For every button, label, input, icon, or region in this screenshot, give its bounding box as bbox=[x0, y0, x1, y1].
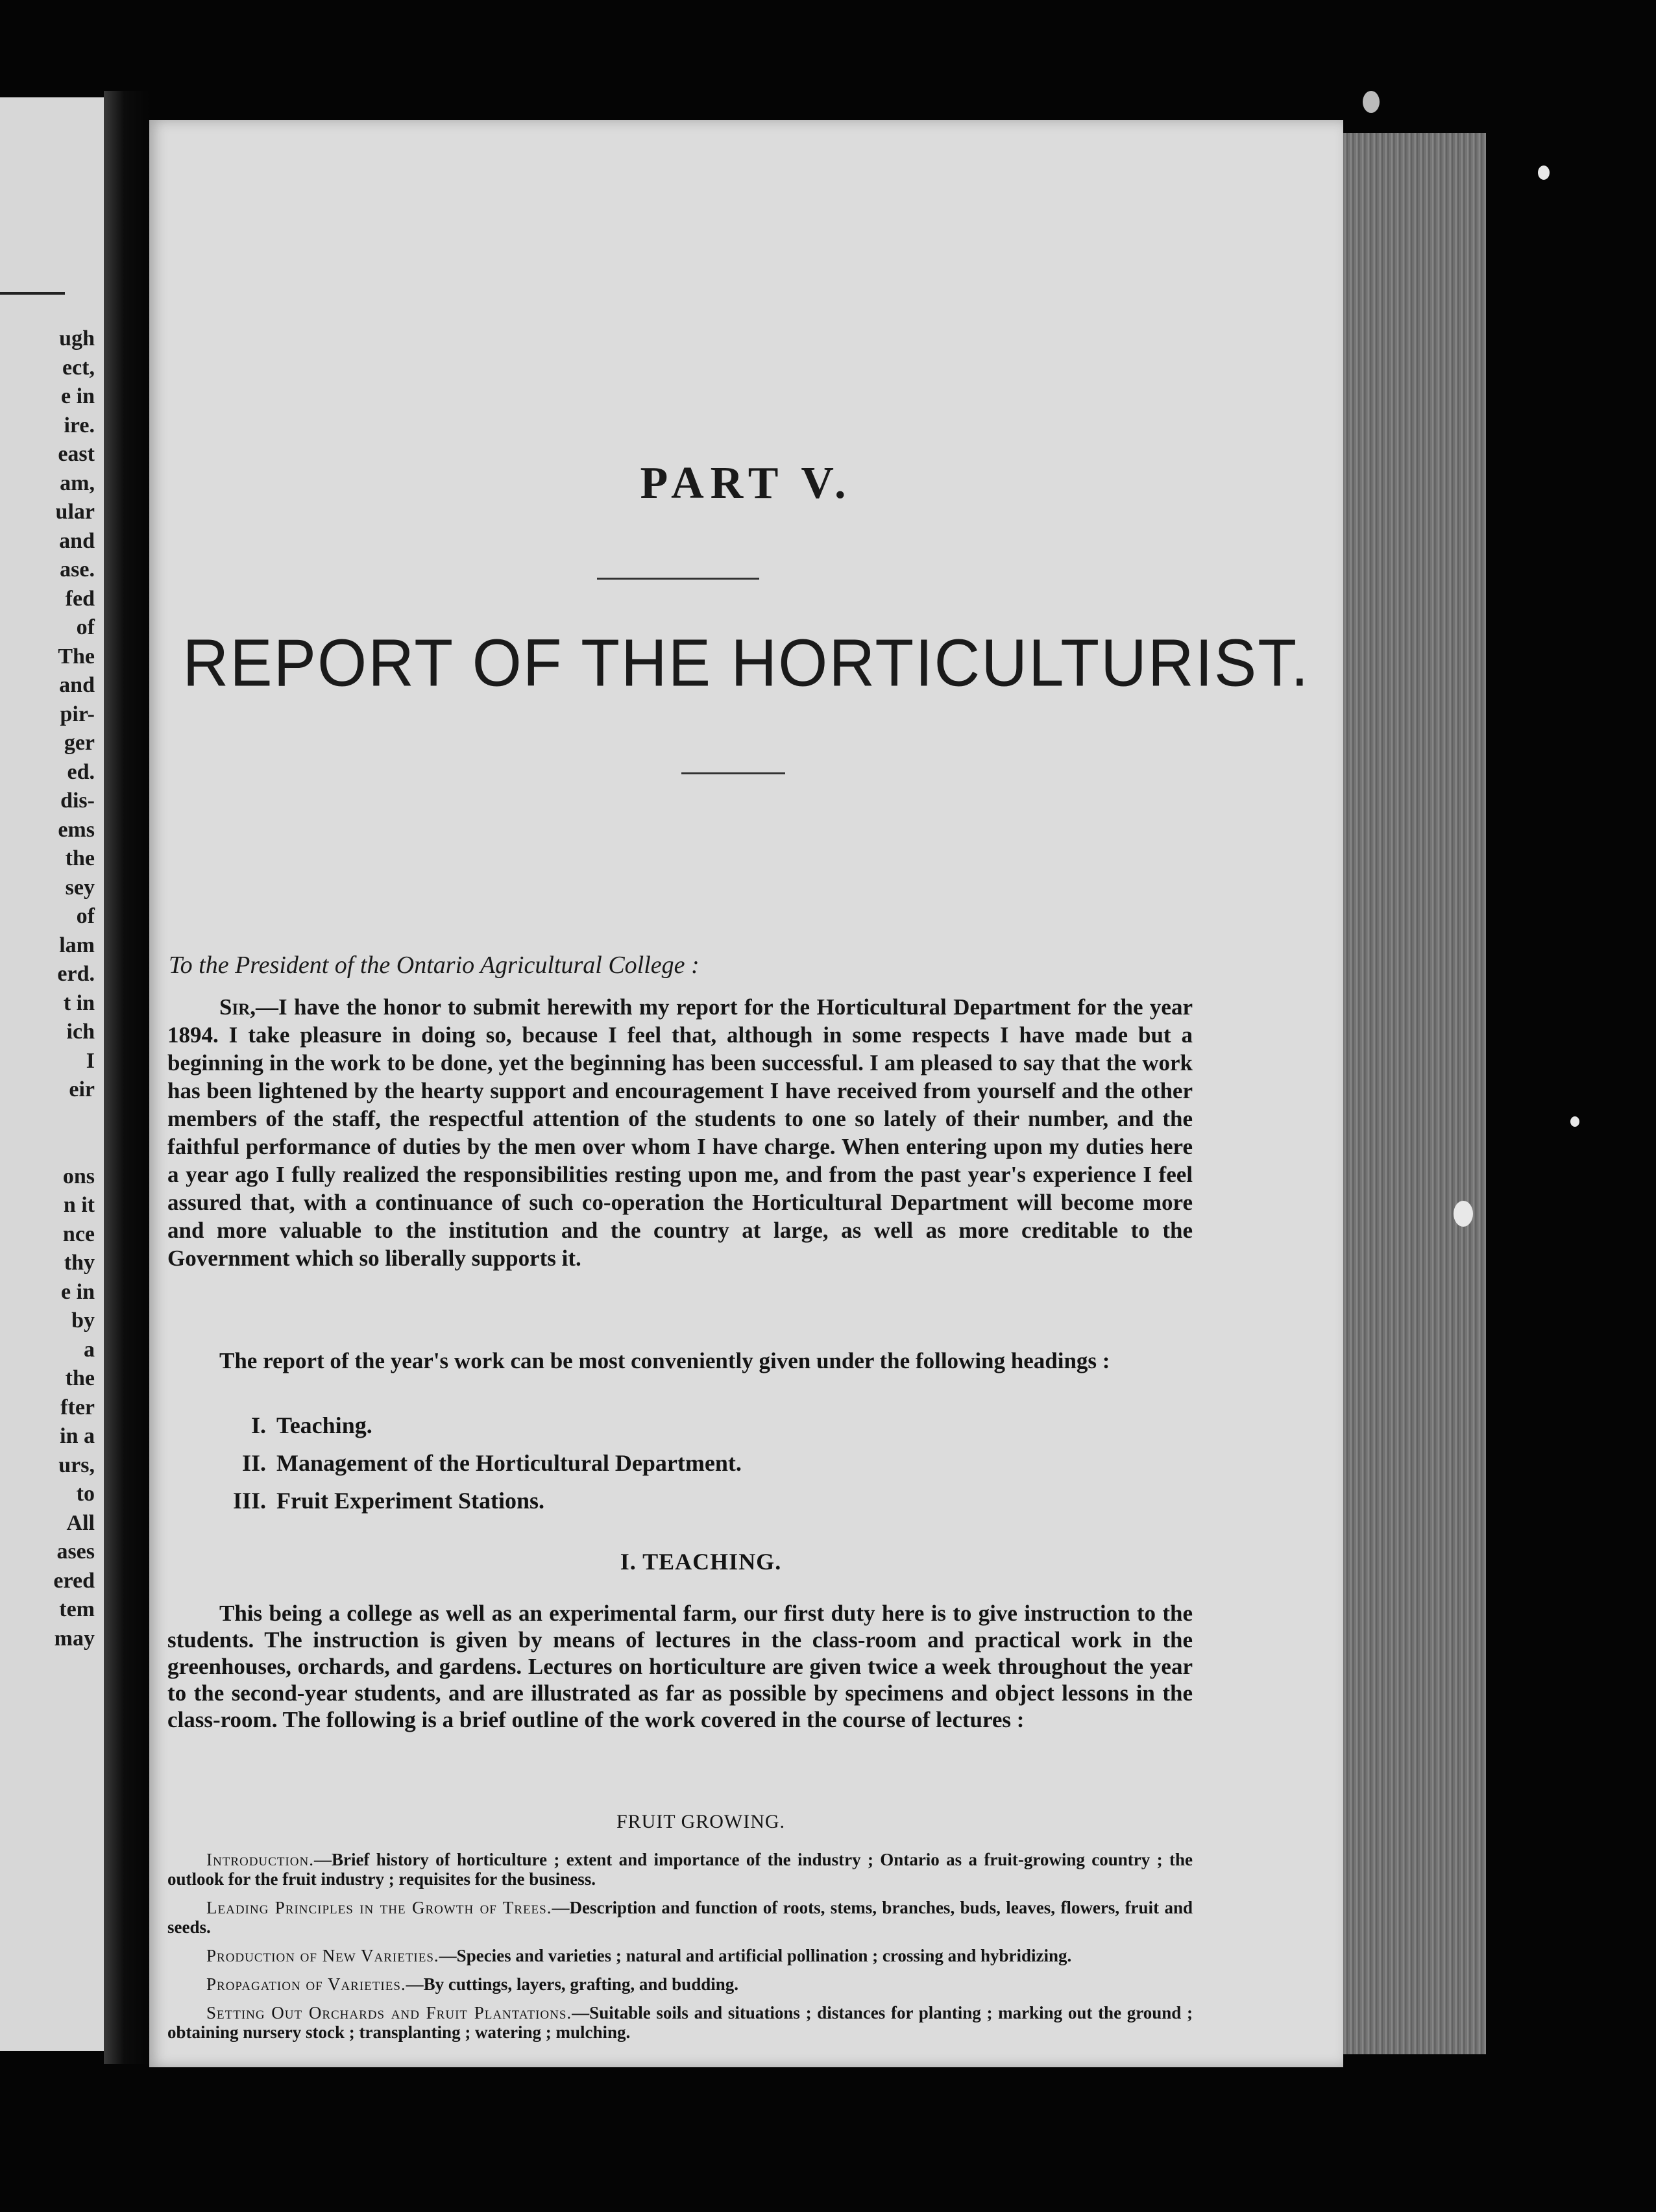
left-page-fragment: tem bbox=[59, 1597, 95, 1621]
left-page-fragment: urs, bbox=[58, 1453, 95, 1477]
left-page-fragment: a bbox=[84, 1337, 95, 1362]
left-page-fragment: sey bbox=[65, 875, 95, 900]
left-page-fragment: ems bbox=[58, 817, 95, 842]
left-page-fragment: erd. bbox=[57, 962, 95, 986]
left-page-fragment: of bbox=[76, 904, 95, 928]
left-page-rule bbox=[0, 292, 65, 295]
left-page-fragment: eir bbox=[69, 1077, 95, 1101]
outline-item: Propagation of Varieties.—By cuttings, layers, grafting, and budding. bbox=[206, 1974, 738, 1994]
left-page-fragment: ect, bbox=[62, 355, 95, 380]
dust-speck bbox=[1570, 1116, 1579, 1127]
left-page-fragment: fter bbox=[60, 1395, 95, 1419]
section-title: I. TEACHING. bbox=[620, 1549, 782, 1575]
left-page-fragment: the bbox=[65, 1366, 95, 1390]
left-page-fragment: The bbox=[58, 644, 95, 669]
book-gutter bbox=[104, 91, 149, 2064]
letter-paragraph bbox=[167, 993, 1193, 1272]
fruit-growing-title: FRUIT GROWING. bbox=[616, 1811, 786, 1832]
teaching-paragraph: This being a college as well as an experimental farm, our first duty here is to give instruction to the students. The instruction is given by means of lectures in the class-room and practical work in the greenhouses, orchards, and gardens. Lectures on horticulture are given twice a week throughout the year to the second-year students, and are illustrated as far as possible by specimens and object lessons in the class-room. The following is a brief outline of the work covered in the course of lectures : bbox=[167, 1601, 1193, 1732]
left-page-fragment: ered bbox=[53, 1568, 95, 1593]
left-page-fragment: and bbox=[59, 528, 95, 553]
left-page-fragment: All bbox=[66, 1510, 95, 1535]
outline-item: Setting Out Orchards and Fruit Plantations.—Suitable soils and situations ; distances for planting ; marking out the ground ; obtaining nursery stock ; transplanting ; watering ; mulching. bbox=[167, 2003, 1193, 2042]
left-page-fragment: ich bbox=[66, 1020, 95, 1044]
left-page-fragment: am, bbox=[60, 471, 95, 495]
left-page-fragment: pir- bbox=[60, 702, 95, 726]
heading-item: III. Fruit Experiment Stations. bbox=[232, 1488, 544, 1514]
main-page bbox=[149, 120, 1343, 2067]
left-page-fragment: ed. bbox=[67, 759, 95, 784]
left-page-fragment: lam bbox=[59, 933, 95, 957]
left-page-fragment: to bbox=[76, 1482, 95, 1506]
left-page-fragment: e in bbox=[61, 1279, 95, 1304]
dust-speck bbox=[1363, 91, 1380, 113]
part-title: PART V. bbox=[640, 458, 853, 508]
left-page-fragment: and bbox=[59, 673, 95, 697]
title-rule-bottom bbox=[681, 772, 785, 774]
left-page-fragment: ire. bbox=[64, 413, 95, 437]
left-page-fragment: ases bbox=[56, 1540, 95, 1564]
left-page-fragment: ular bbox=[55, 500, 95, 524]
intro-paragraph: The report of the year's work can be most conveniently given under the following headings : bbox=[219, 1348, 1110, 1373]
left-page-fragment: ase. bbox=[60, 558, 95, 582]
dust-speck bbox=[1538, 166, 1550, 180]
left-page-fragment: I bbox=[86, 1048, 95, 1073]
left-page-fragment: by bbox=[71, 1309, 95, 1333]
left-page-fragment: nce bbox=[62, 1222, 95, 1246]
heading-item: I. Teaching. bbox=[250, 1412, 372, 1438]
lecture-outline bbox=[167, 1850, 1193, 2051]
left-page-fragment: ons bbox=[62, 1164, 95, 1188]
page-block-edge bbox=[1343, 133, 1486, 2054]
title-rule-top bbox=[597, 578, 759, 580]
left-page-fragment: ger bbox=[64, 731, 95, 755]
left-page-fragment: thy bbox=[64, 1251, 95, 1275]
left-page-fragment: ugh bbox=[59, 326, 95, 350]
left-page-fragment: n it bbox=[63, 1193, 95, 1217]
left-page-fragment: in a bbox=[60, 1424, 95, 1448]
left-page-fragment: may bbox=[54, 1626, 95, 1651]
outline-item: Introduction.—Brief history of horticulture ; extent and importance of the industry ; Ontario as a fruit-growing country ; the outlook for the fruit industry ; requisites for the business. bbox=[167, 1850, 1193, 1889]
left-page-fragment: t in bbox=[63, 990, 95, 1015]
letter-sir: Sir, bbox=[219, 994, 256, 1020]
left-facing-page bbox=[0, 97, 104, 2051]
report-title: REPORT OF THE HORTICULTURIST. bbox=[182, 625, 1310, 700]
salutation: To the President of the Ontario Agricultural College : bbox=[169, 952, 700, 979]
outline-item: Leading Principles in the Growth of Trees.—Description and function of roots, stems, branches, buds, leaves, flowers, fruit and seeds. bbox=[167, 1898, 1193, 1937]
heading-item: II. Management of the Horticultural Department. bbox=[241, 1450, 742, 1476]
left-page-fragment: of bbox=[76, 615, 95, 639]
headings-list bbox=[221, 1412, 742, 1525]
left-page-fragment: e in bbox=[61, 384, 95, 408]
left-page-fragment: east bbox=[58, 442, 95, 466]
left-page-fragment: fed bbox=[65, 586, 95, 611]
outline-item: Production of New Varieties.—Species and varieties ; natural and artificial pollination ; crossing and hybridizing. bbox=[206, 1946, 1072, 1965]
left-page-fragment: the bbox=[65, 846, 95, 870]
dust-speck bbox=[1454, 1201, 1473, 1227]
left-page-fragment: dis- bbox=[60, 789, 95, 813]
letter-body: —I have the honor to submit herewith my report for the Horticultural Department for the year 1894. I take pleasure in doing so, because I feel that, although in some respects I have made but a beginning in the work to be done, yet the beginning has been successful. I am pleased to say that the work has been lightened by the hearty support and encouragement I have received from yourself and the other members of the staff, the respectful attention of the students to one so lately of their number, and the faithful performance of duties by the men over whom I have charge. When entering upon my duties here a year ago I fully realized the responsibilities resting upon me, and from the past year's experience I feel assured that, with a continuance of such co-operation the Horticultural Department will become more and more valuable to the institution and the country at large, as well as more creditable to the Government which so liberally supports it. bbox=[167, 994, 1193, 1271]
